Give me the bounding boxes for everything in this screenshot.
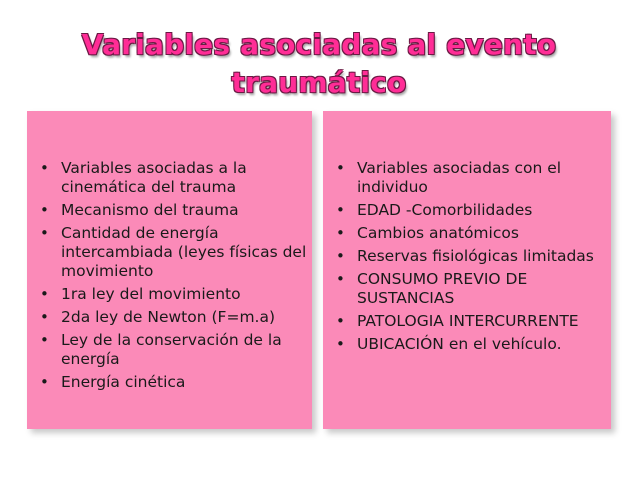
list-item bbox=[35, 331, 308, 369]
slide-title bbox=[60, 26, 578, 102]
bullet-icon: • bbox=[336, 270, 345, 288]
list-item-text: Mecanismo del trauma bbox=[61, 201, 239, 219]
bullet-icon: • bbox=[40, 373, 49, 391]
list-item bbox=[331, 270, 607, 308]
bullet-icon: • bbox=[336, 247, 345, 265]
list-item-text: EDAD -Comorbilidades bbox=[357, 201, 533, 219]
bullet-icon: • bbox=[40, 331, 49, 349]
list-item bbox=[331, 312, 607, 331]
list-item-text: Cantidad de energía intercambiada (leyes físicas del movimiento bbox=[61, 224, 307, 280]
list-item bbox=[35, 285, 308, 304]
bullet-icon: • bbox=[336, 335, 345, 353]
bullet-icon: • bbox=[336, 224, 345, 242]
bullet-icon: • bbox=[40, 159, 49, 177]
list-item bbox=[331, 159, 607, 197]
list-item bbox=[35, 201, 308, 220]
bullet-icon: • bbox=[336, 312, 345, 330]
list-item-text: UBICACIÓN en el vehículo. bbox=[357, 335, 562, 353]
list-item-text: Reservas fisiológicas limitadas bbox=[357, 247, 594, 265]
list-item-text: 1ra ley del movimiento bbox=[61, 285, 241, 303]
list-item bbox=[35, 308, 308, 327]
list-item-text: Variables asociadas con el individuo bbox=[357, 159, 562, 196]
bullet-icon: • bbox=[40, 308, 49, 326]
right-column-panel bbox=[323, 111, 611, 429]
list-item bbox=[35, 373, 308, 392]
list-item-text: CONSUMO PREVIO DE SUSTANCIAS bbox=[357, 270, 528, 307]
bullet-icon: • bbox=[40, 224, 49, 242]
left-bullet-list bbox=[35, 159, 308, 396]
slide-title-line-1: Variables asociadas al evento bbox=[81, 28, 557, 61]
left-column-panel bbox=[27, 111, 312, 429]
list-item bbox=[331, 201, 607, 220]
list-item-text: Energía cinética bbox=[61, 373, 186, 391]
list-item-text: 2da ley de Newton (F=m.a) bbox=[61, 308, 276, 326]
list-item-text: Cambios anatómicos bbox=[357, 224, 519, 242]
list-item bbox=[35, 159, 308, 197]
bullet-icon: • bbox=[336, 159, 345, 177]
list-item bbox=[331, 335, 607, 354]
bullet-icon: • bbox=[336, 201, 345, 219]
list-item-text: PATOLOGIA INTERCURRENTE bbox=[357, 312, 579, 330]
list-item bbox=[331, 247, 607, 266]
slide-title-line-2: traumático bbox=[231, 66, 407, 99]
right-bullet-list bbox=[331, 159, 607, 358]
list-item-text: Variables asociadas a la cinemática del trauma bbox=[61, 159, 247, 196]
bullet-icon: • bbox=[40, 285, 49, 303]
bullet-icon: • bbox=[40, 201, 49, 219]
list-item-text: Ley de la conservación de la energía bbox=[61, 331, 282, 368]
list-item bbox=[35, 224, 308, 281]
list-item bbox=[331, 224, 607, 243]
